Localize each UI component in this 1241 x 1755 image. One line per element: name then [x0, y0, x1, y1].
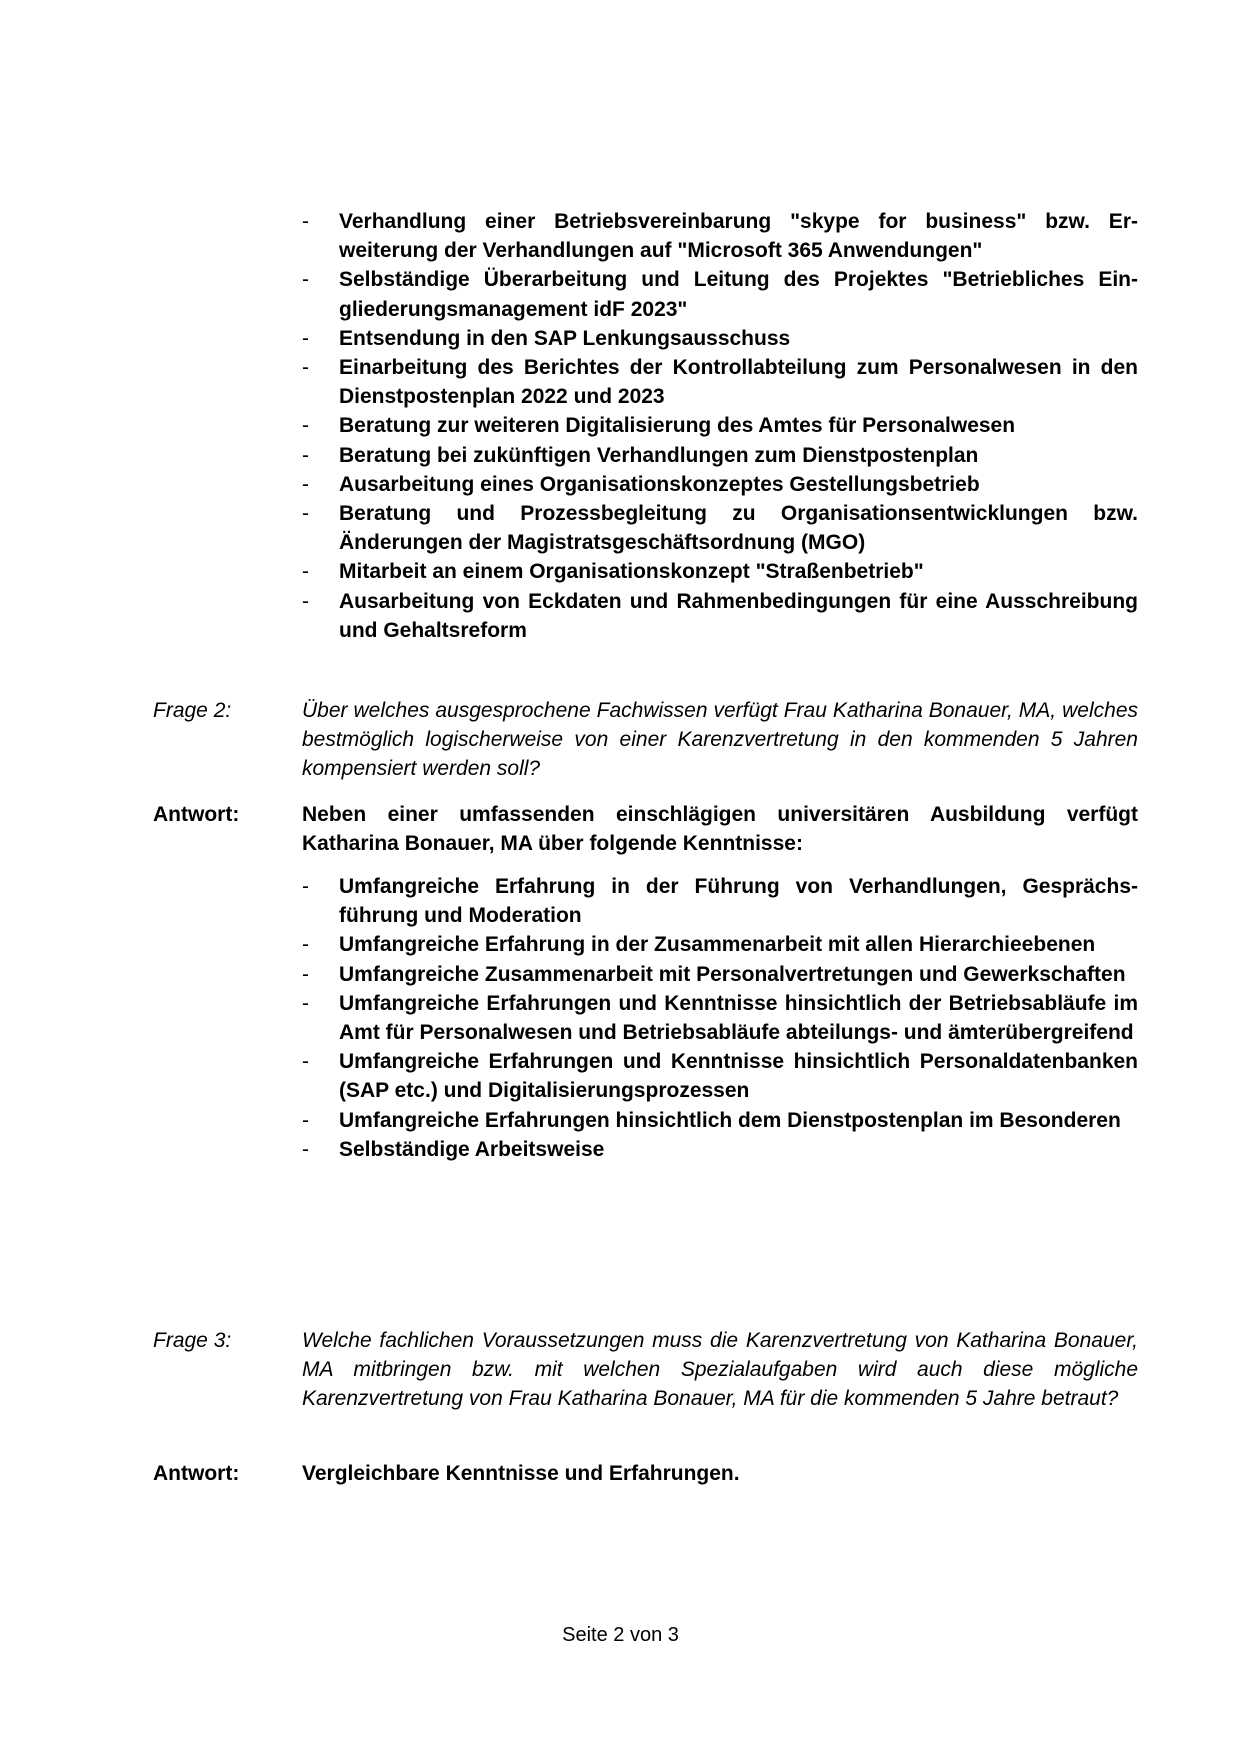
question-3-text: Welche fachlichen Voraussetzungen muss die Karenzvertretung von Katharina Bonauer, MA mitbringen bzw. mit welchen Spezialaufgaben wird auch diese mögliche Karenzvertretung von Frau Katharina Bonauer, MA für die kommenden 5 Jahre betraut? — [302, 1329, 1138, 1411]
task-list — [302, 207, 1138, 645]
answer-3-label: Antwort: — [153, 1462, 240, 1485]
list-item: - Umfangreiche Erfahrung in der Zusammenarbeit mit allen Hierarchieebenen — [302, 930, 1138, 959]
answer-2-label: Antwort: — [153, 803, 240, 826]
answer-3-text: Vergleichbare Kenntnisse und Erfahrungen. — [302, 1462, 740, 1485]
list-item: - Mitarbeit an einem Organisationskonzept "Straßenbetrieb" — [302, 557, 1138, 586]
list-item: - Selbständige Überarbeitung und Leitung des Projektes "Betriebliches Eingliederungsmanagement idF 2023" — [302, 265, 1138, 323]
list-item: - Umfangreiche Erfahrungen hinsichtlich dem Dienstpostenplan im Besonderen — [302, 1106, 1138, 1135]
answer-2-text: Neben einer umfassenden einschlägigen universitären Ausbildung verfügt Katharina Bonauer, MA über folgende Kenntnisse: — [302, 803, 1138, 856]
list-item: - Umfangreiche Erfahrungen und Kenntnisse hinsichtlich Personaldatenbanken (SAP etc.) und Digitalisierungsprozessen — [302, 1047, 1138, 1105]
list-item: - Beratung zur weiteren Digitalisierung des Amtes für Personalwesen — [302, 411, 1138, 440]
list-item: - Verhandlung einer Betriebsvereinbarung "skype for business" bzw. Erweiterung der Verhandlungen auf "Microsoft 365 Anwendungen" — [302, 207, 1138, 265]
page-number: Seite 2 von 3 — [562, 1624, 679, 1646]
list-item: - Einarbeitung des Berichtes der Kontrollabteilung zum Personalwesen in den Dienstpostenplan 2022 und 2023 — [302, 353, 1138, 411]
question-2-label: Frage 2: — [153, 699, 232, 722]
list-item: - Selbständige Arbeitsweise — [302, 1135, 1138, 1164]
list-item: - Umfangreiche Erfahrung in der Führung von Verhandlungen, Gesprächsführung und Moderation — [302, 872, 1138, 930]
list-item: - Entsendung in den SAP Lenkungsausschuss — [302, 324, 1138, 353]
knowledge-list — [302, 872, 1138, 1164]
list-item: - Umfangreiche Erfahrungen und Kenntnisse hinsichtlich der Betriebsabläufe im Amt für Personalwesen und Betriebsabläufe abteilungs- und ämterübergreifend — [302, 989, 1138, 1047]
list-item: - Beratung und Prozessbegleitung zu Organisationsentwicklungen bzw. Änderungen der Magistratsgeschäftsordnung (MGO) — [302, 499, 1138, 557]
question-3-label: Frage 3: — [153, 1329, 232, 1352]
list-item: - Ausarbeitung von Eckdaten und Rahmenbedingungen für eine Ausschreibung und Gehaltsreform — [302, 587, 1138, 645]
list-item: - Ausarbeitung eines Organisationskonzeptes Gestellungsbetrieb — [302, 470, 1138, 499]
list-item: - Beratung bei zukünftigen Verhandlungen zum Dienstpostenplan — [302, 441, 1138, 470]
list-item: - Umfangreiche Zusammenarbeit mit Personalvertretungen und Gewerkschaften — [302, 960, 1138, 989]
question-2-text: Über welches ausgesprochene Fachwissen verfügt Frau Katharina Bonauer, MA, welches bestmöglich logischerweise von einer Karenzvertretung in den kommenden 5 Jahren kompensiert werden soll? — [302, 699, 1138, 781]
